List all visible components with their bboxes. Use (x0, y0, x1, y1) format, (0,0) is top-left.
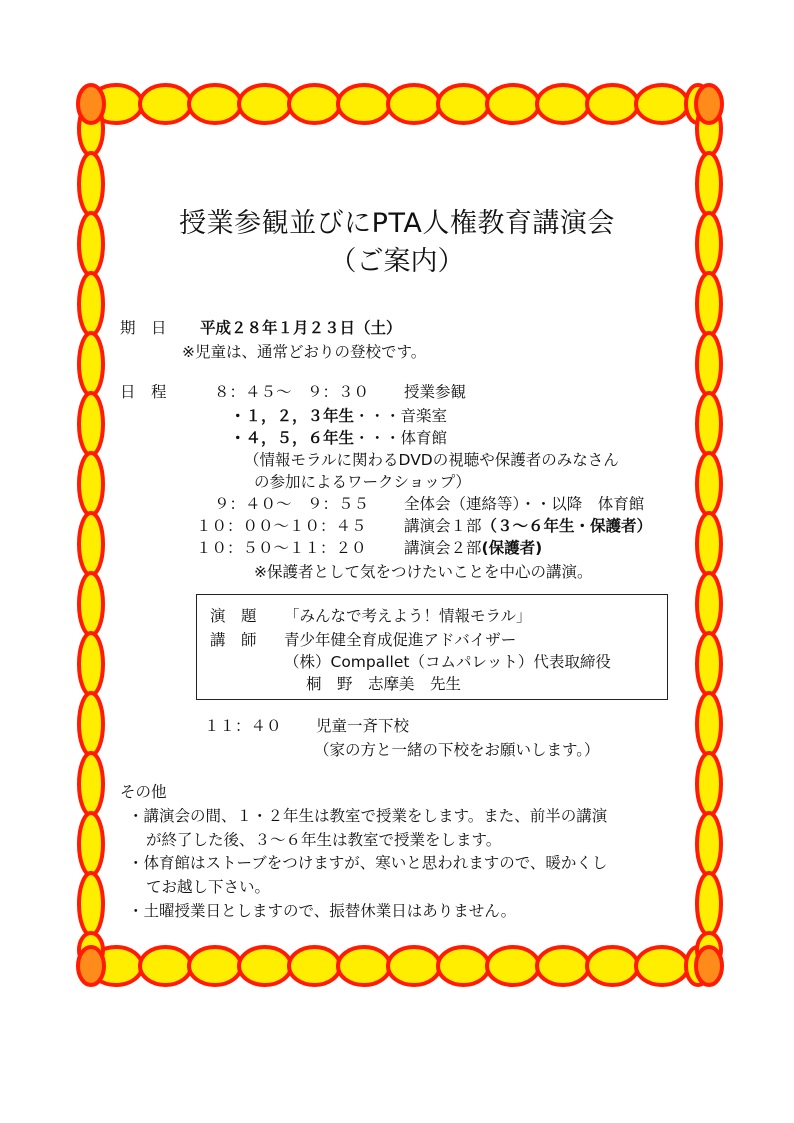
border-petal-left (79, 273, 103, 335)
schedule-event-4 (404, 538, 542, 558)
schedule-time-2: ９：４０～ ９：５５ (214, 495, 370, 513)
dismissal-time: １１：４０ (204, 717, 282, 735)
other-line-1: ・講演会の間、１・２年生は教室で授業をします。また、前半の講演 (128, 807, 608, 825)
border-petal-bottom (537, 947, 589, 985)
border-petal-bottom (487, 947, 539, 985)
lecture-part-1: 講演会１部 (404, 517, 482, 535)
border-petal-right (697, 333, 721, 395)
border-corner-top-left (78, 85, 104, 123)
border-petal-bottom (388, 947, 440, 985)
border-petal-top (239, 85, 291, 123)
border-corner-bottom-right (696, 947, 722, 985)
border-petal-bottom (338, 947, 390, 985)
border-petal-bottom (438, 947, 489, 985)
border-petal-right (697, 393, 721, 455)
schedule-time-3: １０：００～１０：４５ (196, 517, 367, 535)
lecturer-label: 講 師 (210, 631, 257, 649)
other-line-4: てお越し下さい。 (146, 878, 271, 896)
border-petal-left (79, 333, 103, 395)
grade-room-2: ・・・体育館 (354, 429, 448, 447)
border-petal-bottom (636, 947, 688, 985)
border-petal-top (289, 85, 340, 123)
border-petal-top (189, 85, 241, 123)
topic-value: 「みんなで考えよう！情報モラル」 (284, 607, 532, 625)
border-petal-top (587, 85, 638, 123)
border-petal-top (537, 85, 589, 123)
border-petal-top (338, 85, 390, 123)
border-petal-bottom (587, 947, 638, 985)
topic-label: 演 題 (210, 607, 257, 625)
border-petal-right (697, 273, 721, 335)
schedule-grade-line-1 (230, 406, 447, 426)
border-petal-right (697, 813, 721, 875)
lecture-part-2-audience: (保護者) (481, 539, 543, 557)
border-petal-right (697, 573, 721, 635)
border-petal-left (79, 513, 103, 575)
other-line-3: ・体育館はストーブをつけますが、寒いと思われますので、暖かくし (128, 854, 608, 872)
page-subtitle: （ご案内） (329, 246, 465, 277)
border-petal-top (388, 85, 440, 123)
lecturer-title: 青少年健全育成促進アドバイザー (284, 631, 517, 649)
border-corner-top-right (696, 85, 722, 123)
date-note: ※児童は、通常どおりの登校です。 (182, 343, 427, 361)
grade-group-2: ・４，５，６年生 (230, 429, 355, 447)
dismissal-event: 児童一斉下校 (316, 717, 410, 735)
border-corner-bottom-left (78, 947, 104, 985)
border-petal-left (79, 393, 103, 455)
page-title: 授業参観並びにPTA人権教育講演会 (179, 208, 615, 239)
dismissal-note: （家の方と一緒の下校をお願いします。） (314, 741, 600, 759)
border-petal-top (636, 85, 688, 123)
border-petal-left (79, 753, 103, 815)
other-line-2: が終了した後、３～６年生は教室で授業をします。 (146, 831, 502, 849)
schedule-lecture-note: ※保護者として気をつけたいことを中心の講演。 (254, 563, 593, 581)
border-petal-right (697, 753, 721, 815)
schedule-detail-2: の参加によるワークショップ） (254, 473, 471, 491)
border-petal-left (79, 693, 103, 755)
date-label: 期 日 (120, 319, 167, 337)
grade-group-1: ・１，２，３年生 (230, 407, 355, 425)
lecture-part-1-audience: （３～６年生・保護者） (481, 517, 653, 535)
border-petal-right (697, 693, 721, 755)
schedule-event-1: 授業参観 (404, 383, 467, 401)
border-petal-right (697, 873, 721, 935)
lecturer-company: （株）Compallet（コムパレット）代表取締役 (284, 653, 611, 671)
border-petal-right (697, 633, 721, 695)
border-petal-bottom (189, 947, 241, 985)
border-petal-left (79, 873, 103, 935)
border-petal-left (79, 573, 103, 635)
grade-room-1: ・・・音楽室 (354, 407, 448, 425)
border-petal-bottom (289, 947, 340, 985)
schedule-grade-line-2 (230, 428, 447, 448)
lecturer-name: 桐 野 志摩美 先生 (306, 675, 462, 693)
border-petal-bottom (140, 947, 191, 985)
border-petal-right (697, 453, 721, 515)
border-petal-top (487, 85, 539, 123)
border-petal-left (79, 813, 103, 875)
border-petal-left (79, 633, 103, 695)
date-value: 平成２８年１月２３日（土） (200, 319, 402, 337)
schedule-label: 日 程 (120, 383, 167, 401)
border-petal-top (140, 85, 191, 123)
border-petal-bottom (239, 947, 291, 985)
schedule-time-4: １０：５０～１１：２０ (196, 539, 367, 557)
schedule-event-2: 全体会（連絡等）・・以降 体育館 (404, 495, 645, 513)
schedule-time-1: ８：４５～ ９：３０ (214, 383, 370, 401)
other-line-5: ・土曜授業日としますので、振替休業日はありません。 (128, 902, 517, 920)
lecture-part-2: 講演会２部 (404, 539, 482, 557)
schedule-event-3 (404, 516, 652, 536)
border-petal-top (438, 85, 489, 123)
schedule-detail-1: （情報モラルに関わるDVDの視聴や保護者のみなさん (244, 451, 619, 469)
other-heading: その他 (120, 783, 167, 801)
border-petal-left (79, 453, 103, 515)
border-petal-right (697, 513, 721, 575)
